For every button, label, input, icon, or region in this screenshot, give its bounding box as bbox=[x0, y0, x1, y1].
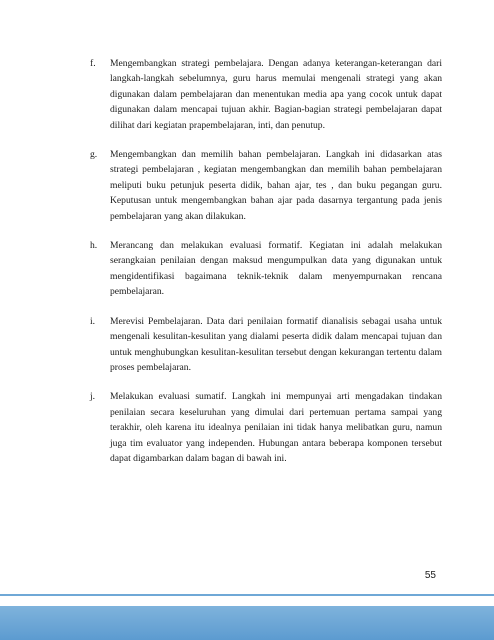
footer-rule bbox=[0, 594, 494, 596]
list-item-text: Melakukan evaluasi sumatif. Langkah ini mempunyai arti mengadakan tindakan penilaian secara keseluruhan yang dimulai dari pertemuan pertama sampai yang terakhir, oleh karena itu idealnya penilaian ini tidak hanya melibatkan guru, namun juga tim evaluator yang independen. Hubungan antara beberapa komponen tersebut dapat digambarkan dalam bagan di bawah ini. bbox=[110, 391, 442, 464]
list-marker: i. bbox=[90, 315, 96, 327]
list-item-f bbox=[90, 56, 442, 133]
list-item-g bbox=[90, 147, 442, 224]
list-marker: j. bbox=[90, 391, 96, 403]
footer-band bbox=[0, 606, 494, 640]
list-item-h bbox=[90, 238, 442, 300]
list-item-text: Mengembangkan dan memilih bahan pembelajaran. Langkah ini didasarkan atas strategi pembelajaran , kegiatan mengembangkan dan memilih bahan pembelajaran meliputi buku petunjuk peserta didik, bahan ajar, tes , dan buku pegangan guru. Keputusan untuk mengembangkan bahan ajar pada dasarnya tergantung pada jenis pembelajaran yang akan dilakukan. bbox=[110, 149, 442, 222]
list-item-i bbox=[90, 314, 442, 376]
list-item-text: Mengembangkan strategi pembelajara. Dengan adanya keterangan-keterangan dari langkah-langkah sebelumnya, guru harus memulai mengenali strategi yang akan digunakan dalam pembelajaran dan menentukan media apa yang cocok untuk dapat digunakan dalam mencapai tujuan akhir. Bagian-bagian strategi pembelajaran dapat dilihat dari kegiatan prapembelajaran, inti, dan penutup. bbox=[110, 58, 442, 131]
list-content bbox=[90, 56, 442, 480]
list-item-text: Merancang dan melakukan evaluasi formatif. Kegiatan ini adalah melakukan serangkaian penilaian dengan maksud mengumpulkan data yang digunakan untuk mengidentifikasi bagaimana teknik-teknik dalam menyempurnakan rencana pembelajaran. bbox=[110, 240, 442, 298]
list-item-text: Merevisi Pembelajaran. Data dari penilaian formatif dianalisis sebagai usaha untuk mengenali kesulitan-kesulitan yang dialami peserta didik dalam mencapai tujuan dan untuk menghubungkan kesulitan-kesulitan tersebut dengan kekurangan tertentu dalam proses pembelajaran. bbox=[110, 315, 442, 373]
list-item-j bbox=[90, 389, 442, 466]
page-number: 55 bbox=[424, 570, 436, 581]
list-marker: f. bbox=[90, 58, 96, 69]
list-marker: h. bbox=[90, 240, 98, 252]
list-marker: g. bbox=[90, 149, 98, 161]
